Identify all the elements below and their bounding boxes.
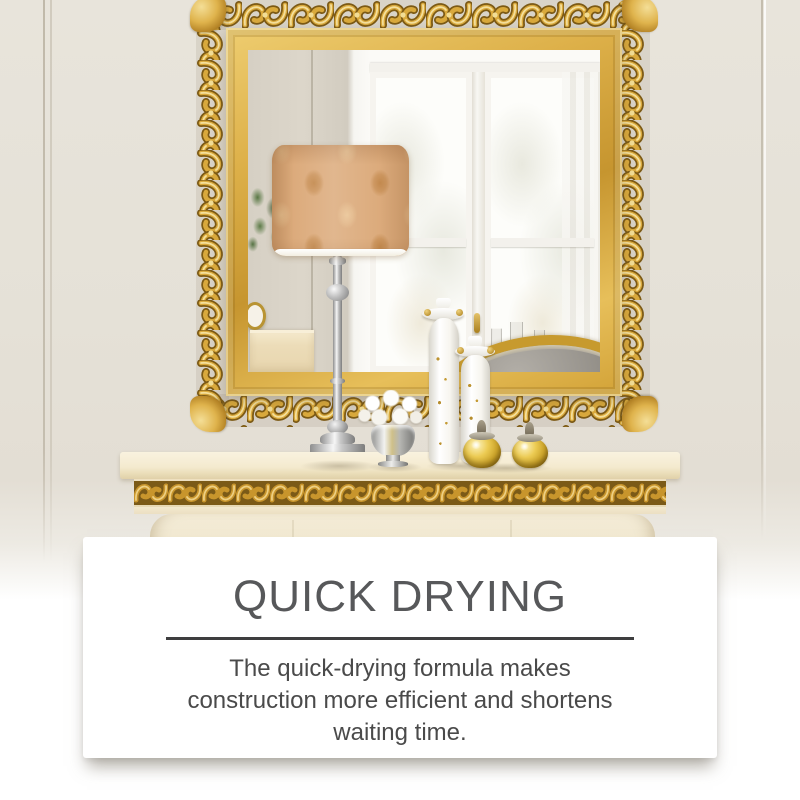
figurine-gold-accent [487, 347, 494, 354]
lamp-shade-rim [274, 249, 407, 256]
reflected-door-handle [474, 313, 480, 333]
lamp-collar [329, 257, 346, 265]
divider-line [166, 637, 634, 640]
feature-description-line: construction more efficient and shortens [187, 687, 613, 714]
wall-panel-groove [761, 0, 763, 540]
mirror-frame-ornament-top [196, 0, 650, 30]
wall-panel-groove-highlight [764, 0, 766, 540]
amber-glass-jar [512, 438, 548, 468]
reflected-window-midrail [491, 238, 594, 247]
lamp-ring [330, 378, 345, 384]
figurine-gold-accent [457, 347, 464, 354]
white-figurine-tall [429, 318, 459, 464]
console-table-lip [134, 507, 666, 514]
feature-description-line: The quick-drying formula makes [229, 655, 571, 682]
amber-jar-lid [469, 432, 495, 440]
lamp-ornament-knot [326, 284, 349, 301]
object-shadow [300, 460, 378, 472]
figurine-gold-specks [429, 318, 459, 464]
feature-description-line: waiting time. [333, 719, 467, 746]
feature-card [83, 537, 717, 758]
reflected-window-transom [370, 63, 600, 72]
mirror-frame-ornament-bottom [201, 394, 647, 427]
lamp-shade-shading [272, 145, 409, 256]
reflected-cabinet [250, 330, 314, 372]
feature-title: QUICK DRYING [233, 572, 567, 621]
wall-panel-groove [43, 0, 45, 562]
mirror-frame-corner [190, 396, 226, 432]
lamp-stem [333, 255, 342, 433]
amber-glass-jar [463, 436, 501, 468]
figurine-gold-accent [456, 309, 463, 316]
figurine-gold-accent [424, 309, 431, 316]
reflected-curtain [562, 72, 600, 372]
amber-jar-lid [517, 434, 543, 442]
wall-panel-groove [50, 0, 52, 562]
silver-urn-base [378, 461, 408, 467]
mirror-frame-ornament-left [196, 0, 229, 427]
lamp-shade [272, 145, 409, 256]
silver-urn-vase [371, 425, 415, 456]
console-gold-carving-band [134, 479, 666, 507]
